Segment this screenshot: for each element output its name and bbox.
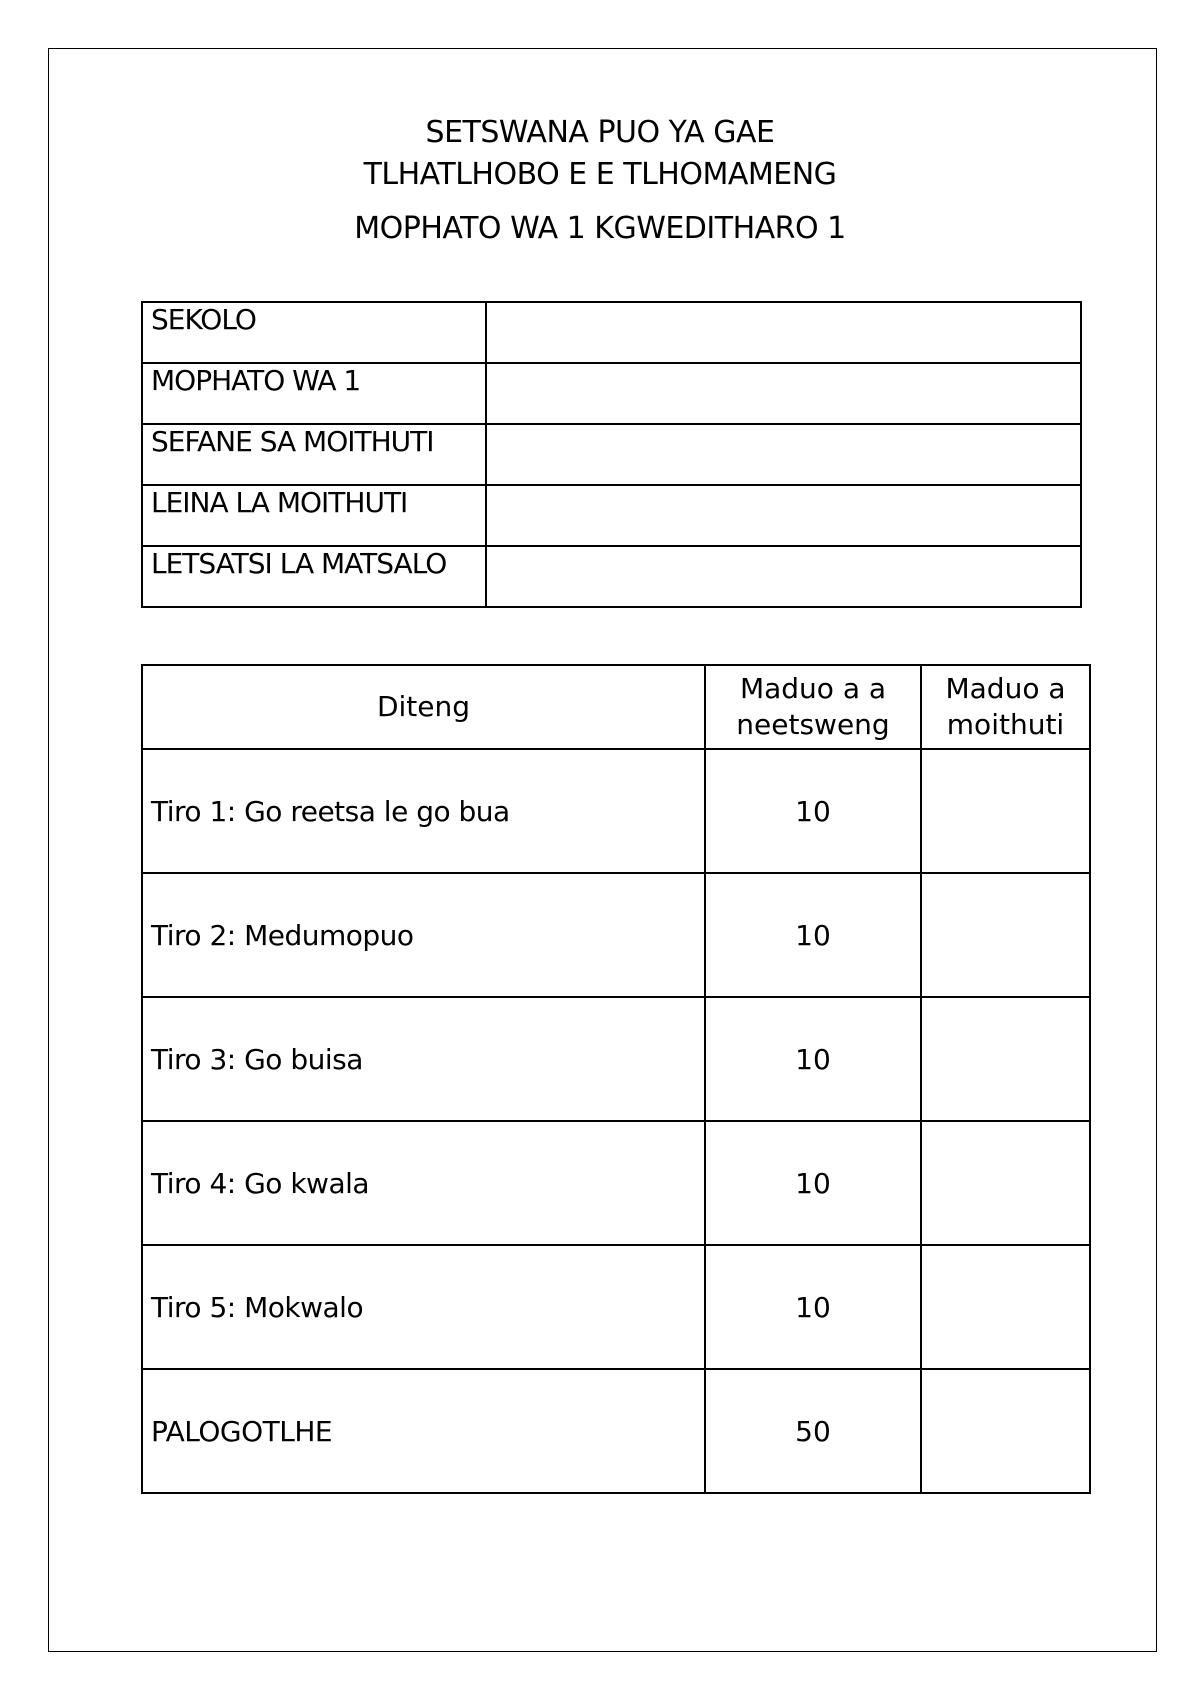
info-row-name [142,485,1081,546]
task-name: Tiro 1: Go reetsa le go bua [142,749,705,873]
info-row-birthdate [142,546,1081,607]
header-learner-marks-line1: Maduo a [945,672,1066,705]
table-row [142,1245,1090,1369]
task-max-marks: 10 [705,1245,921,1369]
subject-title: SETSWANA PUO YA GAE [425,115,775,150]
document-header [0,112,1200,250]
table-row [142,749,1090,873]
info-row-grade [142,363,1081,424]
info-row-school [142,302,1081,363]
info-label-birthdate: LETSATSI LA MATSALO [142,546,486,607]
info-label-school: SEKOLO [142,302,486,363]
info-label-surname: SEFANE SA MOITHUTI [142,424,486,485]
header-max-marks-line2: neetsweng [736,708,890,741]
task-learner-score[interactable] [921,873,1090,997]
marks-header-row [142,665,1090,749]
task-max-marks: 10 [705,997,921,1121]
header-learner-marks-line2: moithuti [946,708,1065,741]
info-value-grade[interactable] [486,363,1081,424]
task-name: Tiro 4: Go kwala [142,1121,705,1245]
info-value-school[interactable] [486,302,1081,363]
header-max-marks [705,665,921,749]
total-row [142,1369,1090,1493]
task-learner-score[interactable] [921,749,1090,873]
table-row [142,1121,1090,1245]
task-max-marks: 10 [705,873,921,997]
marks-table [141,664,1091,1494]
learner-info-table [141,301,1082,608]
info-value-birthdate[interactable] [486,546,1081,607]
header-max-marks-line1: Maduo a a [739,672,887,705]
task-name: Tiro 3: Go buisa [142,997,705,1121]
grade-term-title: MOPHATO WA 1 KGWEDITHARO 1 [354,211,846,246]
info-value-surname[interactable] [486,424,1081,485]
task-learner-score[interactable] [921,1121,1090,1245]
task-learner-score[interactable] [921,1245,1090,1369]
total-label: PALOGOTLHE [142,1369,705,1493]
info-label-name: LEINA LA MOITHUTI [142,485,486,546]
info-row-surname [142,424,1081,485]
header-learner-marks [921,665,1090,749]
table-row [142,873,1090,997]
total-learner-score[interactable] [921,1369,1090,1493]
info-label-grade: MOPHATO WA 1 [142,363,486,424]
header-content: Diteng [142,665,705,749]
task-name: Tiro 2: Medumopuo [142,873,705,997]
task-max-marks: 10 [705,1121,921,1245]
task-learner-score[interactable] [921,997,1090,1121]
assessment-title: TLHATLHOBO E E TLHOMAMENG [363,157,837,192]
task-max-marks: 10 [705,749,921,873]
total-max-marks: 50 [705,1369,921,1493]
task-name: Tiro 5: Mokwalo [142,1245,705,1369]
info-value-name[interactable] [486,485,1081,546]
table-row [142,997,1090,1121]
